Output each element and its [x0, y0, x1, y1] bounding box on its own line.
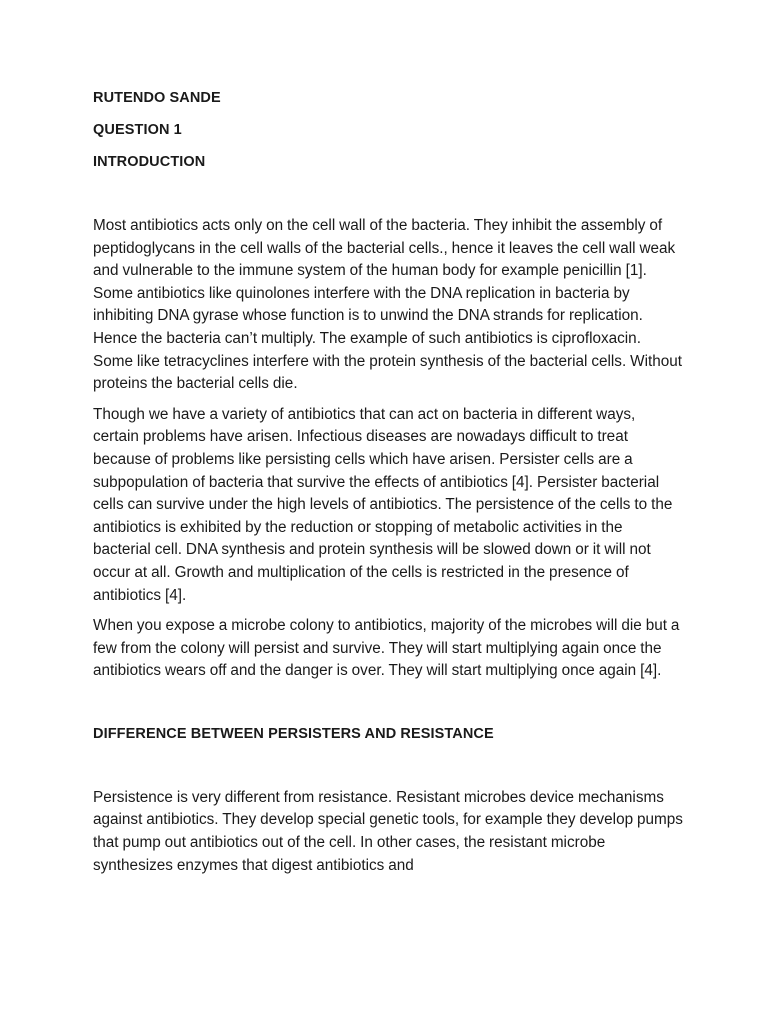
question-heading: QUESTION 1 [93, 122, 182, 138]
author-name: RUTENDO SANDE [93, 90, 221, 106]
introduction-heading: INTRODUCTION [93, 154, 206, 170]
intro-paragraph-3: When you expose a microbe colony to antibiotics, majority of the microbes will die but a few from the colony will persist and survive. They will start multiplying again once the antibiotics wears off and the danger is over. They will start multiplying once again [4]. [93, 617, 680, 680]
difference-paragraph: Persistence is very different from resistance. Resistant microbes device mechanisms against antibiotics. They develop special genetic tools, for example they develop pumps that pump out antibiotics out of the cell. In other cases, the resistant microbe synthesizes enzymes that digest antibiotics and [93, 788, 683, 874]
difference-heading: DIFFERENCE BETWEEN PERSISTERS AND RESISTANCE [93, 725, 494, 742]
document-page [93, 87, 683, 877]
intro-paragraph-2: Though we have a variety of antibiotics that can act on bacteria in different ways, certain problems have arisen. Infectious diseases are nowadays difficult to treat because of problems like persisting cells which have arisen. Persister cells are a subpopulation of bacteria that survive the effects of antibiotics [4]. Persister bacterial cells can survive under the high levels of antibiotics. The persistence of the cells to the antibiotics is exhibited by the reduction or stopping of metabolic activities in the bacterial cell. DNA synthesis and protein synthesis will be slowed down or it will not occur at all. Growth and multiplication of the cells is restricted in the presence of antibiotics [4]. [93, 405, 673, 604]
intro-paragraph-1: Most antibiotics acts only on the cell wall of the bacteria. They inhibit the assembly of peptidoglycans in the cell walls of the bacterial cells., hence it leaves the cell wall weak and vulnerable to the immune system of the human body for example penicillin [1]. Some antibiotics like quinolones interfere with the DNA replication in bacteria by inhibiting DNA gyrase whose function is to unwind the DNA strands for replication. Hence the bacteria can’t multiply. The example of such antibiotics is ciprofloxacin. Some like tetracyclines interfere with the protein synthesis of the bacterial cells. Without proteins the bacterial cells die. [93, 217, 682, 393]
